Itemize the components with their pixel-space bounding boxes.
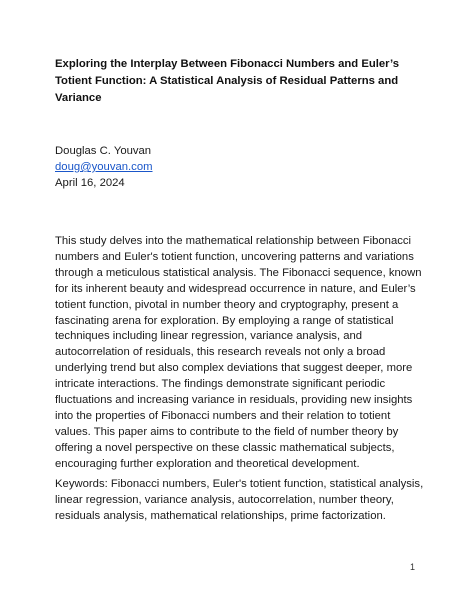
keywords-paragraph: Keywords: Fibonacci numbers, Euler's totient function, statistical analysis, linear regression, variance analysis, autocorrelation, number theory, residuals analysis, mathematical relationships, prime factorization. <box>55 478 424 522</box>
author-name: Douglas C. Youvan <box>55 145 152 157</box>
page-number: 1 <box>410 562 416 572</box>
author-block <box>55 143 153 191</box>
publication-date: April 16, 2024 <box>55 177 125 189</box>
author-email-link[interactable]: doug@youvan.com <box>55 161 153 173</box>
paper-title: Exploring the Interplay Between Fibonacci Numbers and Euler’s Totient Function: A Statistical Analysis of Residual Patterns and Variance <box>55 58 400 104</box>
abstract-paragraph: This study delves into the mathematical relationship between Fibonacci numbers and Euler's totient function, uncovering patterns and variations through a meticulous statistical analysis. The Fibonacci sequence, known for its inherent beauty and widespread occurrence in nature, and Euler’s totient function, pivotal in number theory and cryptography, present a fascinating arena for exploration. By employing a range of statistical techniques including linear regression, variance analysis, and autocorrelation of residuals, this research reveals not only a broad underlying trend but also complex deviations that suggest deeper, more intricate interactions. The findings demonstrate significant periodic fluctuations and increasing variance in residuals, providing new insights into the properties of Fibonacci numbers and their relation to totient values. This paper aims to contribute to the field of number theory by offering a novel perspective on these classic mathematical subjects, encouraging further exploration and theoretical development. <box>55 235 422 470</box>
